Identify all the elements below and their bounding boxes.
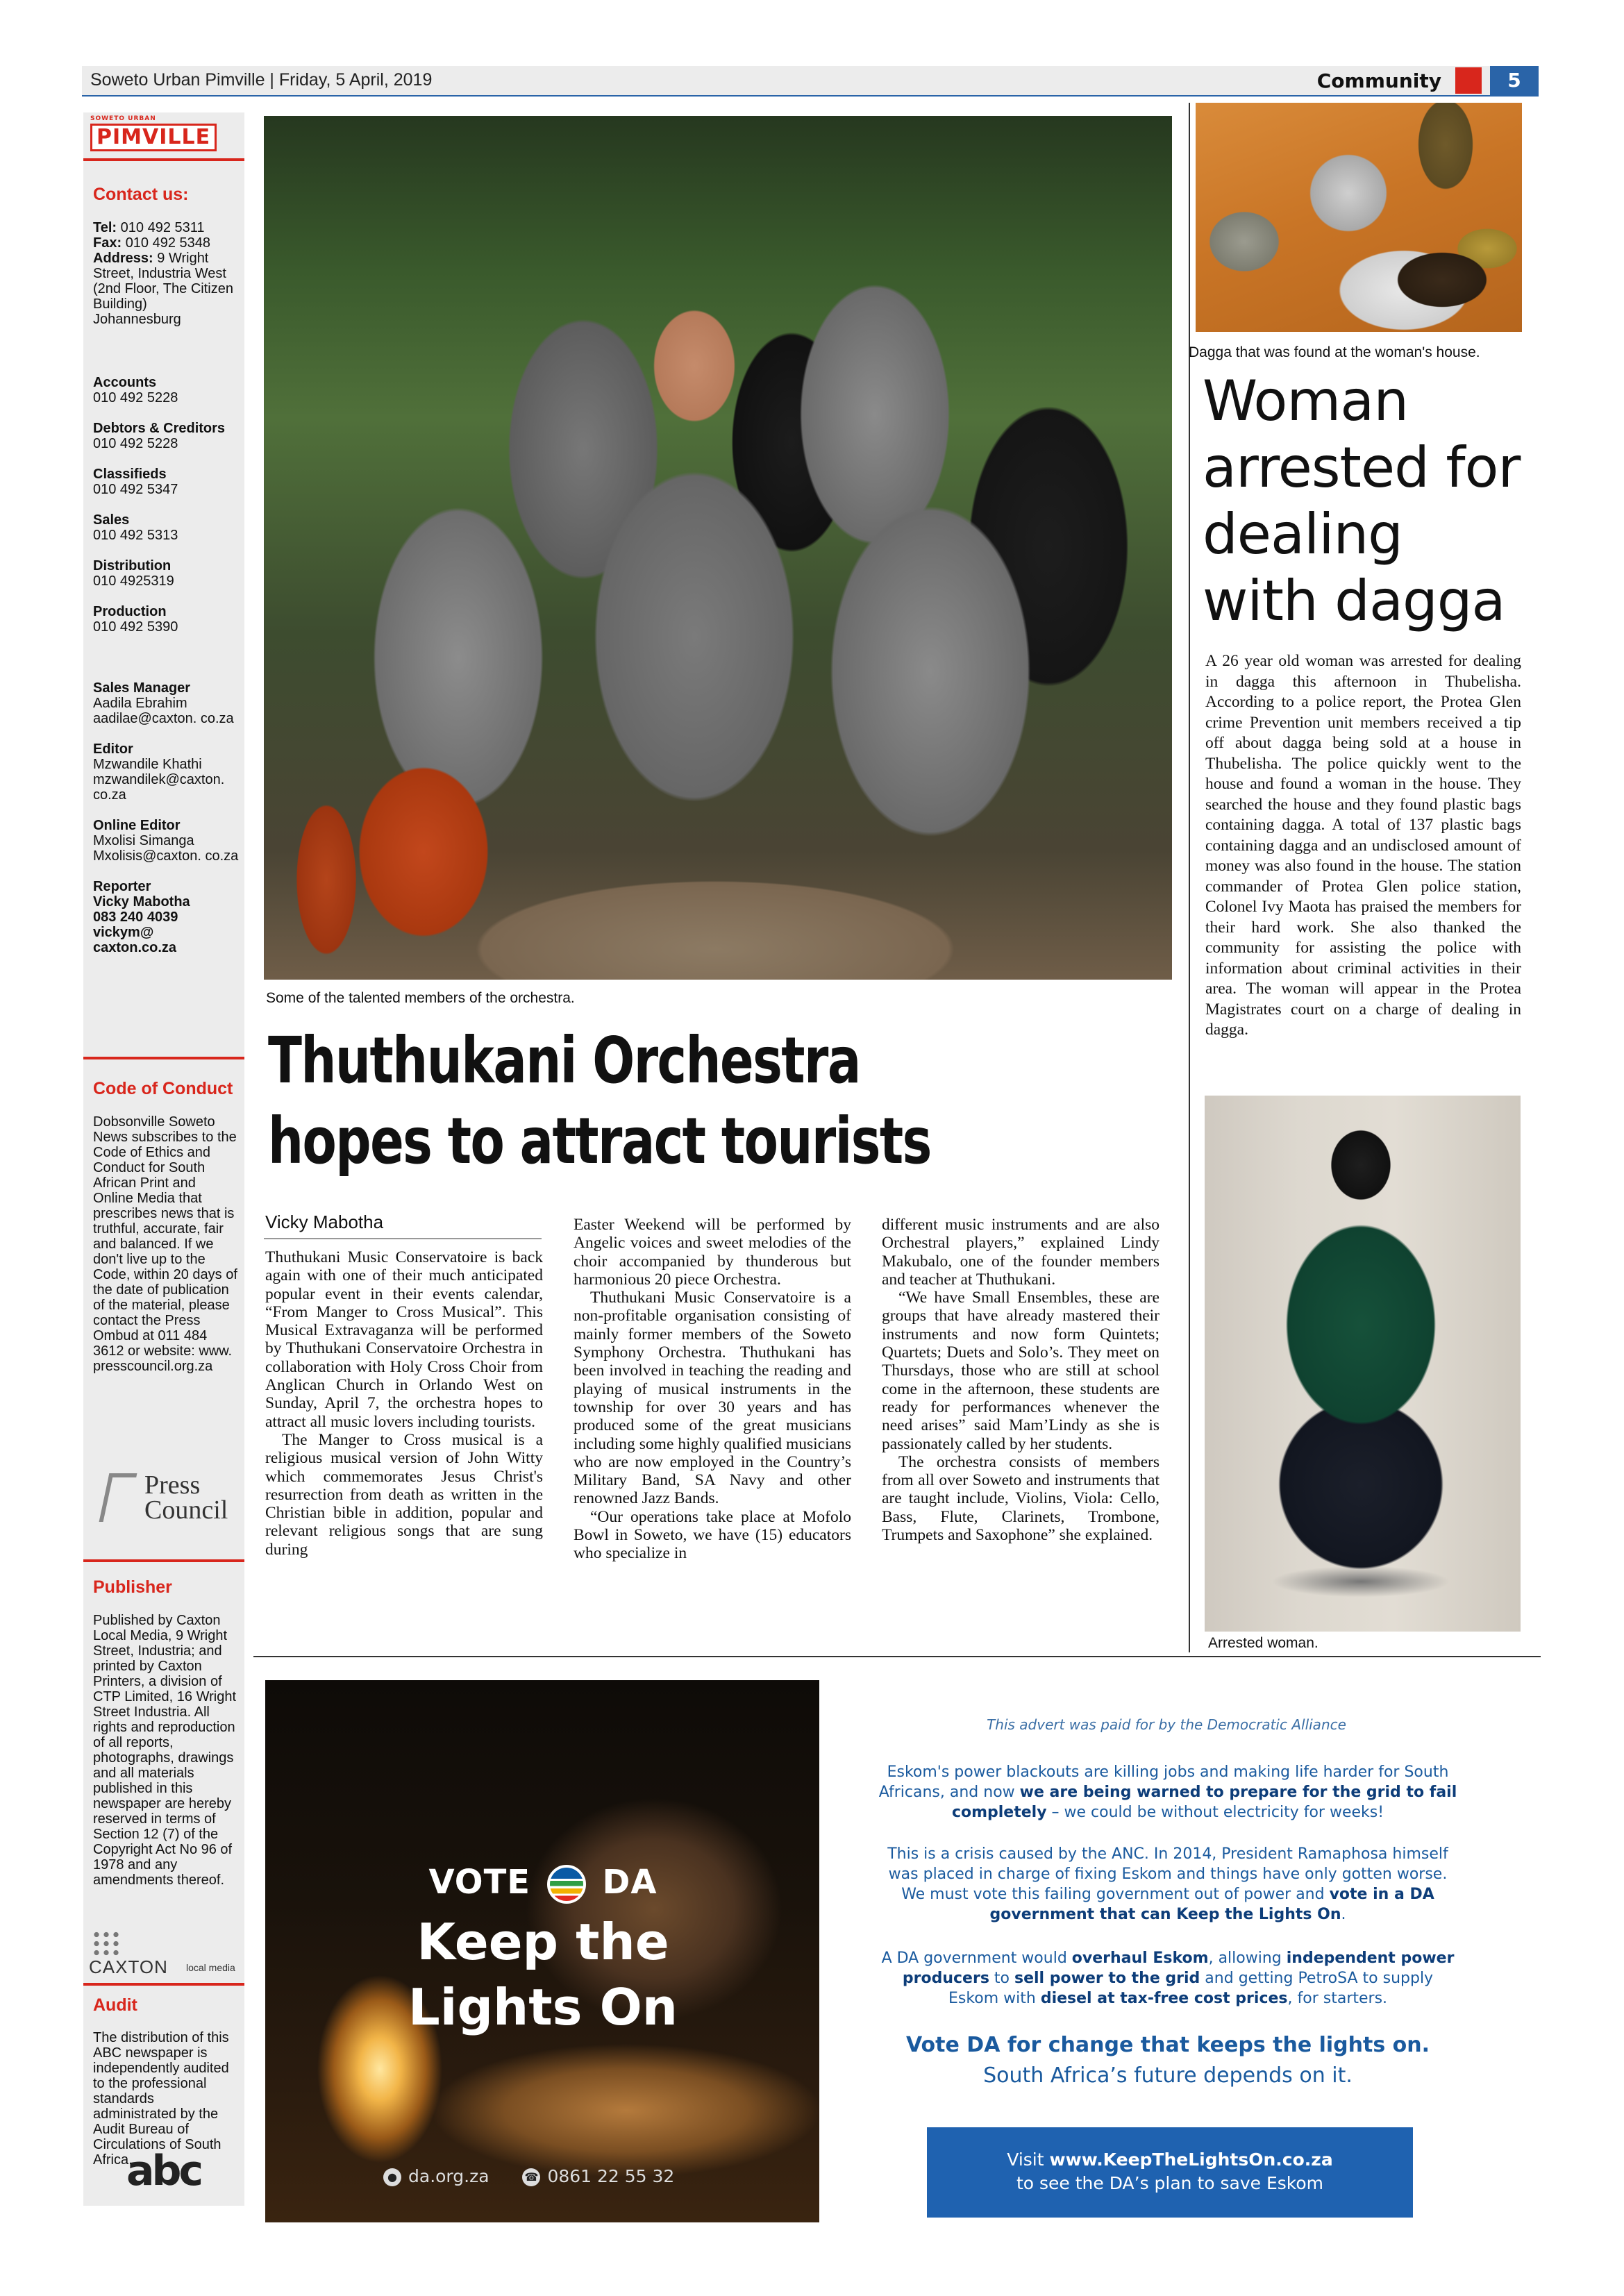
da-text: DA xyxy=(602,1863,658,1902)
advert-image xyxy=(265,1680,819,2222)
staff-email: Mxolisis@caxton. co.za xyxy=(93,848,239,864)
advert-paragraph-1 xyxy=(876,1762,1459,1822)
staff-item xyxy=(93,741,239,803)
ad-text: – we could be without electricity for weeks! xyxy=(1046,1804,1384,1821)
article-paragraph: Thuthukani Music Conservatoire is back again with one of their much anticipated popular event in their events calendar, “From Manger to Cross Musical”. This Musical Extravaganza will be performed by Thuthukani Conservatoire Orchestra in collaboration with Holy Cross Choir from Anglican Church in Orlando West on Sunday, April 7, the orchestra hopes to attract all music lovers including tourists. xyxy=(265,1248,543,1431)
side-headline: Woman arrested for dealing with dagga xyxy=(1203,369,1521,633)
masthead-logo xyxy=(90,115,237,149)
contact-heading: Contact us: xyxy=(93,185,189,204)
staff-list xyxy=(93,680,239,971)
fax-value: 010 492 5348 xyxy=(125,235,211,251)
department-phone: 010 492 5228 xyxy=(93,390,178,405)
arrested-woman-photo xyxy=(1205,1096,1521,1632)
advert-paragraph-3 xyxy=(876,1948,1459,2009)
staff-name: Mzwandile Khathi xyxy=(93,757,202,772)
department-phone: 010 492 5390 xyxy=(93,619,178,635)
tel-value: 010 492 5311 xyxy=(120,220,205,235)
publication-info: Soweto Urban Pimville | Friday, 5 April, 2019 xyxy=(90,70,433,90)
dagga-photo xyxy=(1196,103,1522,332)
advert-phone: 0861 22 55 32 xyxy=(547,2166,675,2186)
staff-name: Aadila Ebrahim xyxy=(93,696,187,711)
ad-text: , for starters. xyxy=(1287,1990,1388,2007)
ad-text-bold: we are being warned to prepare for the grid to fail completely xyxy=(951,1784,1457,1821)
article-paragraph: Easter Weekend will be performed by Angelic voices and sweet melodies of the choir accompanied by thunderous but harmonious 20 piece Orchestra. xyxy=(574,1216,851,1289)
da-sun-icon xyxy=(547,1865,586,1904)
staff-item xyxy=(93,818,239,864)
masthead-small: SOWETO URBAN xyxy=(90,115,156,122)
press-council-mark xyxy=(99,1473,137,1522)
staff-email: vickym@ caxton.co.za xyxy=(93,925,177,955)
headline-line2: hopes to attract tourists xyxy=(268,1104,931,1178)
divider xyxy=(83,1559,244,1562)
department-label: Accounts xyxy=(93,375,157,390)
article-paragraph: The orchestra consists of members from all over Soweto and instruments that are taught include, Violins, Viola: Cello, Bass, Flute, Clarinets, Trombone, Trumpets and Saxophone” she explained. xyxy=(882,1452,1160,1545)
page-header xyxy=(82,66,1539,97)
staff-item xyxy=(93,680,239,726)
byline: Vicky Mabotha xyxy=(265,1212,384,1232)
department-item xyxy=(93,467,239,497)
department-item xyxy=(93,421,239,451)
staff-phone: 083 240 4039 xyxy=(93,910,178,925)
article-column-2 xyxy=(574,1216,851,1563)
staff-role: Sales Manager xyxy=(93,680,191,696)
caxton-sub: local media xyxy=(186,1962,235,1973)
advert-paid-by: This advert was paid for by the Democratic Alliance xyxy=(987,1716,1346,1733)
publisher-text: Published by Caxton Local Media, 9 Wright Street, Industria; and printed by Caxton Printers, a division of CTP Limited, 16 Wright Street Industria. All rights and reproduction of all reports, photographs, drawings and all materials published in this newspaper are hereby reserved in terms of Section 12 (7) of the Copyright Act No 96 of 1978 and any amendments thereof. xyxy=(93,1613,237,1888)
department-phone: 010 492 5313 xyxy=(93,528,178,543)
department-phone: 010 492 5228 xyxy=(93,436,178,451)
advert-web: da.org.za xyxy=(408,2166,489,2186)
tel-label: Tel: xyxy=(93,220,117,235)
dagga-photo-caption: Dagga that was found at the woman's house. xyxy=(1189,344,1480,360)
article-paragraph: “Our operations take place at Mofolo Bowl in Soweto, we have (15) educators who specialize in xyxy=(574,1507,851,1563)
globe-icon: ● xyxy=(383,2168,401,2186)
article-paragraph: The Manger to Cross musical is a religious musical version of John Witty which commemorates Jesus Christ's resurrection from death as written in the Christian bible in addition, popular and relevant religious songs that are sung during xyxy=(265,1430,543,1559)
ad-text: , allowing xyxy=(1208,1950,1287,1967)
ad-text: and getting PetroSA to supply Eskom with xyxy=(948,1970,1434,2007)
side-article-body: A 26 year old woman was arrested for dealing in dagga this afternoon in Thubelisha. According to a police report, the Protea Glen crime Prevention unit members received a tip off about dagga being sold at a house in Thubelisha. The police quickly went to the house and found a woman in the house. They searched the house and they found plastic bags containing dagga. A total of 137 plastic bags containing dagga and an undisclosed amount of money was also found in the house. The station commander of Protea Glen police station, Colonel Ivy Maota has praised the members for their hard work. She also thanked the community for assisting the police with information about criminal activities in their area. The woman will appear in the Protea Magistrates court on a charge of dealing in dagga. xyxy=(1205,652,1521,1039)
advert-slogan xyxy=(335,1909,751,2040)
byline-rule xyxy=(264,1238,542,1239)
section-label: Community xyxy=(1316,69,1441,92)
slogan-line1: Keep the xyxy=(417,1913,669,1971)
article-column-1 xyxy=(265,1248,543,1559)
fax-label: Fax: xyxy=(93,235,122,251)
address-label: Address: xyxy=(93,251,153,266)
column-divider xyxy=(1189,103,1190,1652)
ad-text-bold: vote in a DA government that can Keep the Lights On xyxy=(989,1886,1434,1923)
ad-text: A DA government would xyxy=(881,1950,1072,1967)
department-item xyxy=(93,558,239,589)
caxton-logo xyxy=(89,1930,242,1977)
article-paragraph: Thuthukani Music Conservatoire is a non-profitable organisation consisting of mainly former members of the Soweto Symphony Orchestra. Thuthukani has been involved in teaching the reading and playing of musical instruments in the township for over 30 years and has produced some of the great musicians including some highly qualified musicians who are now employed in the Country’s Military Band, SA Navy and other renowned Jazz Bands. xyxy=(574,1289,851,1508)
press-logo-line1: Press xyxy=(144,1470,201,1500)
conduct-text: Dobsonville Soweto News subscribes to the Code of Ethics and Conduct for South African Print and Online Media that prescribes news that is truthful, accurate, fair and balanced. If we don't live up to the Code, within 20 days of the date of publication of the material, please contact the Press Ombud at 011 484 3612 or website: www. presscouncil.org.za xyxy=(93,1114,237,1374)
press-logo-line2: Council xyxy=(144,1495,228,1525)
department-label: Classifieds xyxy=(93,467,167,482)
staff-role: Reporter xyxy=(93,879,151,894)
masthead-title: PIMVILLE xyxy=(90,124,217,151)
department-label: Production xyxy=(93,604,167,619)
slogan-line2: Lights On xyxy=(408,1978,678,2036)
advert-divider xyxy=(253,1656,1541,1657)
department-item xyxy=(93,512,239,543)
ad-text: . xyxy=(1341,1906,1346,1923)
department-item xyxy=(93,375,239,405)
department-item xyxy=(93,604,239,635)
ad-text-bold: sell power to the grid xyxy=(1014,1970,1200,1987)
advert-cta-box[interactable] xyxy=(927,2127,1413,2218)
contact-block xyxy=(93,220,239,327)
staff-email: aadilae@caxton. co.za xyxy=(93,711,234,726)
department-label: Debtors & Creditors xyxy=(93,421,226,436)
ad-text: Eskom's power blackouts are killing jobs and making life harder for South Africans, and now xyxy=(878,1763,1449,1801)
advert-paragraph-2 xyxy=(876,1844,1459,1925)
cta-url-link[interactable]: www.KeepTheLightsOn.co.za xyxy=(1049,2150,1333,2170)
ad-text-bold: diesel at tax-free cost prices xyxy=(1040,1990,1288,2007)
vote-da-logo xyxy=(411,1863,675,1904)
advert-tagline-1: Vote DA for change that keeps the lights on. xyxy=(905,2033,1430,2057)
audit-heading: Audit xyxy=(93,1995,137,2015)
audit-text: The distribution of this ABC newspaper is independently audited to the professional standards administrated by the Audit Bureau of Circulations of South Africa. xyxy=(93,2030,229,2168)
cta-text: Visit xyxy=(1007,2150,1050,2170)
ad-text-bold: overhaul Eskom xyxy=(1071,1950,1209,1967)
department-phone: 010 492 5347 xyxy=(93,482,178,497)
ad-text: to xyxy=(989,1970,1014,1987)
headline-line1: Thuthukani Orchestra xyxy=(268,1023,860,1098)
section-marker xyxy=(1455,67,1482,94)
page-number: 5 xyxy=(1490,66,1539,95)
staff-email: mzwandilek@caxton. co.za xyxy=(93,772,225,803)
article-paragraph: different music instruments and are also Orchestral players,” explained Lindy Makubalo, one of the founder members and teacher at Thuthukani. xyxy=(882,1216,1160,1289)
address-value: 9 Wright Street, Industria West (2nd Floor, The Citizen Building) Johannesburg xyxy=(93,251,233,327)
phone-icon: ☎ xyxy=(522,2168,540,2186)
staff-role: Online Editor xyxy=(93,818,181,833)
department-label: Distribution xyxy=(93,558,171,573)
staff-role: Editor xyxy=(93,741,133,757)
orchestra-photo xyxy=(264,116,1172,980)
staff-name: Vicky Mabotha xyxy=(93,894,190,910)
divider xyxy=(83,1057,244,1059)
department-phone: 010 4925319 xyxy=(93,573,174,589)
divider xyxy=(83,158,244,161)
conduct-heading: Code of Conduct xyxy=(93,1079,233,1098)
caxton-mark xyxy=(92,1930,122,1956)
sidebar xyxy=(83,112,244,2206)
main-headline xyxy=(268,1021,972,1182)
advert-contact xyxy=(383,2166,730,2186)
article-column-3 xyxy=(882,1216,1160,1544)
staff-name: Mxolisi Simanga xyxy=(93,833,194,848)
advert-tagline-2: South Africa’s future depends on it. xyxy=(983,2063,1353,2088)
department-label: Sales xyxy=(93,512,130,528)
vote-text: VOTE xyxy=(428,1863,531,1902)
publisher-heading: Publisher xyxy=(93,1577,172,1597)
abc-logo: abc xyxy=(126,2147,201,2195)
ad-text: This is a crisis caused by the ANC. In 2014, President Ramaphosa himself was placed in charge of fixing Eskom and things have only gotten worse. We must vote this failing government out of power and xyxy=(887,1845,1448,1903)
caxton-name: CAXTON xyxy=(89,1956,168,1977)
article-paragraph: “We have Small Ensembles, these are groups that have already mastered their instruments and now form Quintets; Quartets; Duets and Solo’s. They meet on Thursdays, those who are still at school come in the afternoon, these students are ready for performances whenever the need arises” said Mam’Lindy as she is passionately called by her students. xyxy=(882,1289,1160,1453)
cta-subtext: to see the DA’s plan to save Eskom xyxy=(1016,2173,1324,2193)
ad-text-bold: independent power producers xyxy=(902,1950,1455,1987)
orchestra-photo-caption: Some of the talented members of the orchestra. xyxy=(266,990,575,1006)
press-council-logo xyxy=(104,1469,236,1525)
arrested-photo-caption: Arrested woman. xyxy=(1208,1635,1319,1651)
divider xyxy=(83,1983,244,1986)
departments-list xyxy=(93,375,239,650)
reporter-item xyxy=(93,879,239,955)
